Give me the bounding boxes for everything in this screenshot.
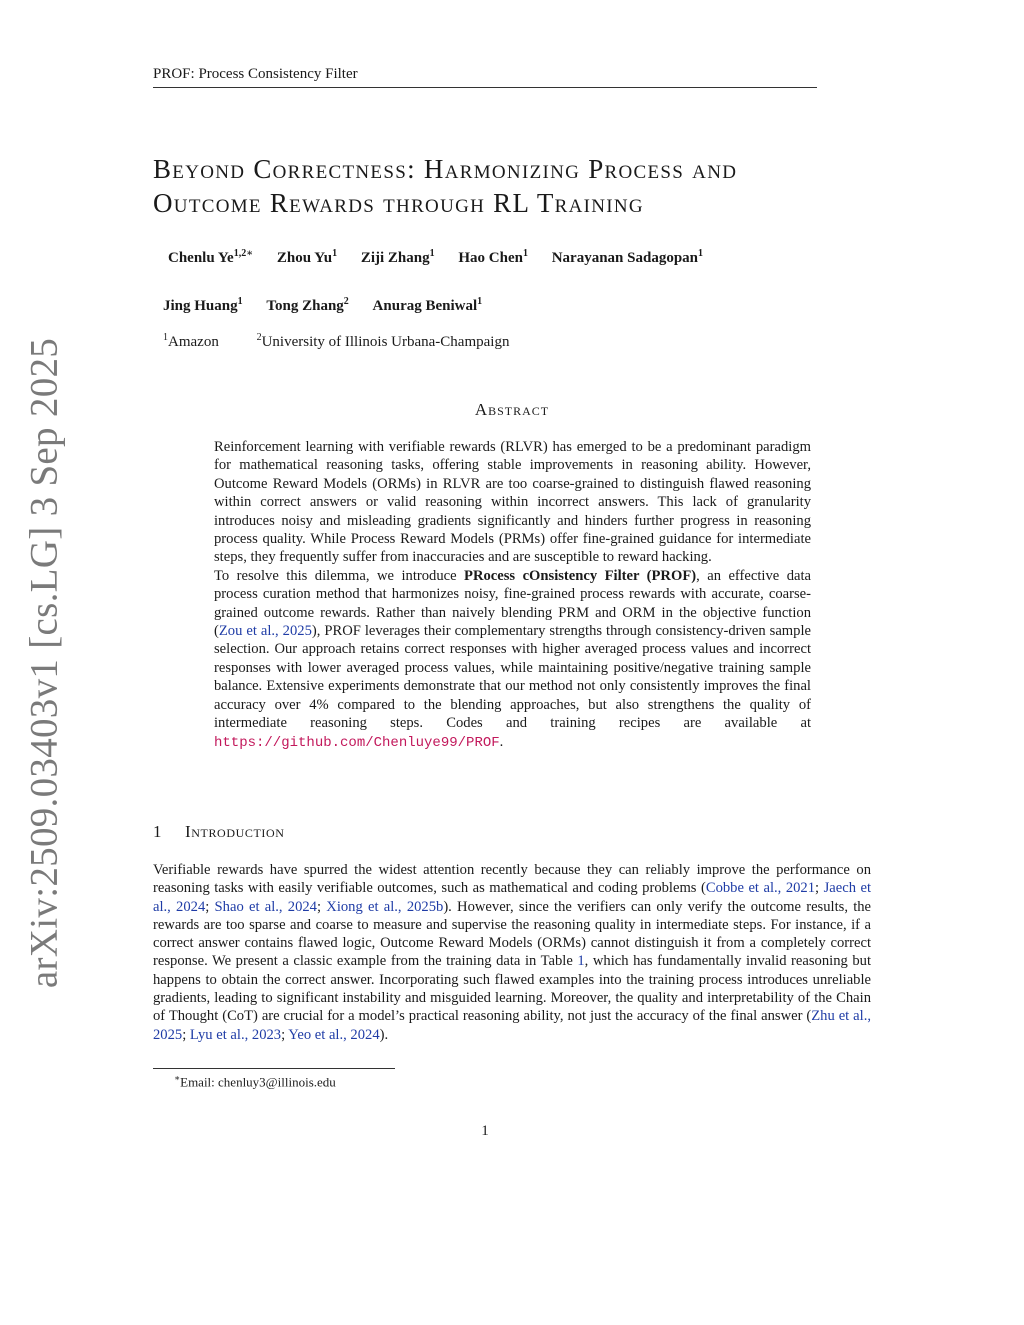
title-line-2: Outcome Rewards through RL Training bbox=[153, 188, 644, 218]
affiliation: $^2$University of Illinois Urbana-Champaign bbox=[256, 332, 510, 350]
citation-link[interactable]: Lyu et al., 2023 bbox=[189, 1026, 282, 1043]
section-number: 1 bbox=[153, 822, 162, 841]
citation-link[interactable]: Cobbe et al., 2021 bbox=[705, 880, 816, 897]
abstract-heading: Abstract bbox=[474, 400, 550, 419]
abstract-paragraph-1: Reinforcement learning with verifiable rewards (RLVR) has emerged to be a predominant paradigm for mathematical reasoning tasks, offering stable improvements in reasoning ability. However, Outcome Reward Models (ORMs) in RLVR are too coarse-grained to distinguish flawed reasoning within correct answers or valid reasoning within incorrect answers. This lack of granularity introduces noisy and misleading gradients significantly and hinders further progress in reasoning process quality. While Process Reward Models (PRMs) offer fine-grained guidance for intermediate steps, they frequently suffer from inaccuracies and are susceptible to reward hacking. bbox=[214, 439, 811, 566]
citation-link[interactable]: Jaech et al., 2024 bbox=[153, 880, 872, 915]
author: Zhou Yu$^1$ bbox=[276, 248, 338, 266]
author: Chenlu $Ye^{1,2∗}$ bbox=[168, 248, 254, 266]
table-reference-link[interactable]: 1 bbox=[577, 953, 585, 970]
page-number: 1 bbox=[481, 1123, 489, 1139]
github-link[interactable]: https://github.com/Chenluye99/PROF bbox=[214, 734, 500, 751]
abstract-body bbox=[214, 438, 811, 752]
running-head: PROF: Process Consistency Filter bbox=[153, 66, 358, 82]
abstract-paragraph-2: To resolve this dilemma, we introduce PRocess cOnsistency Filter (PROF), an effective data process curation method that harmonizes noisy, fine-grained process rewards with accurate, coarse-grained outcome rewards. Rather than naively blending PRM and ORM in the objective function (Zou et al., 2025), PROF leverages their complementary strengths through consistency-driven sample selection. Our approach retains correct responses with higher averaged process values and incorrect responses with lower averaged process values, while maintaining positive/negative training sample balance. Extensive experiments demonstrate that our method not only consistently improves the final accuracy over 4% compared to the blending approaches, but also strengthens the quality of intermediate reasoning steps. Codes and training recipes are available at https://github.com/Chenluye99/PROF. bbox=[214, 567, 812, 751]
author: Ziji Zhang$^1$ bbox=[360, 248, 435, 266]
title-line-1: Beyond Correctness: Harmonizing Process and bbox=[153, 154, 738, 184]
introduction-body bbox=[153, 861, 871, 1044]
author-row-1 bbox=[168, 248, 723, 267]
citation-link[interactable]: Yeo et al., 2024 bbox=[288, 1026, 380, 1043]
citation-link[interactable]: Zou et al., 2025 bbox=[218, 623, 312, 640]
citation-link[interactable]: Xiong et al., 2025b bbox=[326, 898, 444, 915]
author: Anurag Beniwal$^1$ bbox=[372, 296, 483, 314]
arxiv-stamp: arXiv:2509.03403v1 [cs.LG] 3 Sep 2025 bbox=[22, 337, 66, 989]
author: Tong Zhang$^2$ bbox=[266, 296, 349, 314]
affiliations bbox=[163, 332, 543, 351]
footnote-rule bbox=[153, 1068, 395, 1069]
header-rule bbox=[153, 87, 817, 88]
intro-paragraph: Verifiable rewards have spurred the widest attention recently because they can reliably improve the performance on reasoning tasks with easily verifiable outcomes, such as mathematical and coding problems (Cobbe et al., 2021; Jaech et al., 2024; Shao et al., 2024; Xiong et al., 2025b). However, since the verifiers can only verify the outcome results, the rewards are too sparse and coarse to measure and supervise the reasoning quality in intermediate steps. For instance, if a correct answer contains flawed logic, Outcome Reward Models (ORMs) cannot distinguish it from a completely correct response. We present a classic example from the training data in Table 1, which has fundamentally invalid reasoning but happens to obtain the correct answer. Incorporating such flawed examples into the training process introduces unreliable gradients, leading to significant instability and misguided learning. Moreover, the quality and interpretability of the Chain of Thought (CoT) are crucial for a model’s practical reasoning ability, not just the accuracy of the final answer (Zhu et al., 2025; Lyu et al., 2023; Yeo et al., 2024). bbox=[153, 862, 872, 1043]
author: Narayanan Sadagopan$^1$ bbox=[551, 248, 703, 266]
author-row-2 bbox=[163, 296, 502, 315]
paper-title bbox=[153, 152, 873, 220]
author: Hao Chen$^1$ bbox=[458, 248, 528, 266]
method-name: PRocess cOnsistency Filter (PROF) bbox=[464, 567, 697, 584]
footnote: ∗Email: chenluy3@illinois.edu bbox=[174, 1073, 336, 1090]
citation-link[interactable]: Shao et al., 2024 bbox=[214, 898, 317, 915]
author: Jing Huang$^1$ bbox=[163, 296, 243, 314]
section-title: Introduction bbox=[185, 822, 285, 841]
affiliation: $^1$Amazon bbox=[163, 332, 219, 350]
section-heading bbox=[153, 822, 285, 842]
citation-link[interactable]: Zhu et al., 2025 bbox=[153, 1008, 872, 1043]
